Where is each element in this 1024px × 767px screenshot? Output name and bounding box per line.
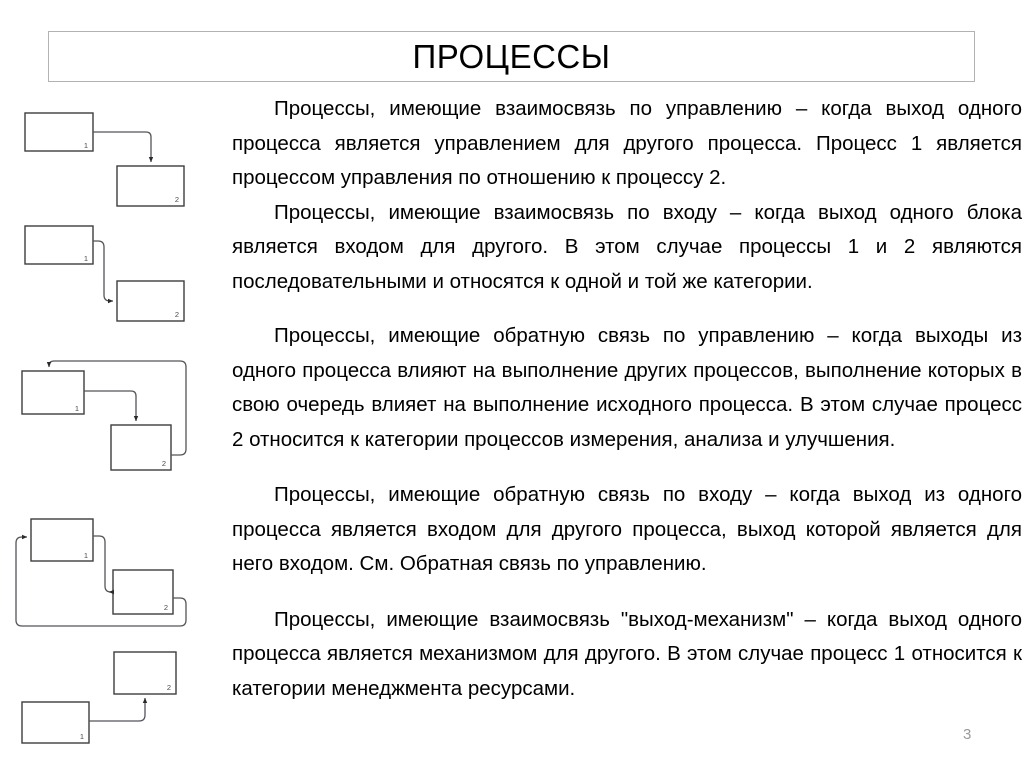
- diagram2-box-1-label: 1: [83, 254, 88, 263]
- diagram4-connector-1-to-2: [93, 536, 111, 592]
- diagram-input-link: [25, 226, 184, 321]
- diagram2-box-2-label: 2: [174, 310, 179, 319]
- diagrams-svg: [0, 0, 230, 767]
- paragraph-control-link: Процессы, имеющие взаимосвязь по управлению – когда выход одного процесса является управлением для другого процесса. Процесс 1 является процессом управления по отношению к процессу 2.: [232, 97, 1022, 189]
- diagram3-box-1-label: 1: [74, 404, 79, 413]
- page-title: ПРОЦЕССЫ: [412, 38, 611, 75]
- diagram-control-feedback: [22, 361, 186, 470]
- diagram5-box-1-label: 1: [79, 732, 84, 741]
- paragraph-input-link: Процессы, имеющие взаимосвязь по входу – когда выход одного блока является входом для другого. В этом случае процессы 1 и 2 являются последовательными и относятся к одной и той же категории.: [232, 200, 1022, 293]
- diagram-input-feedback: [16, 519, 186, 626]
- diagram2-box-1: [25, 226, 93, 264]
- process-diagrams-column: [0, 0, 230, 767]
- paragraph-input-feedback: Процессы, имеющие обратную связь по входу – когда выход из одного процесса является входом для другого процесса, выход которой является для него входом. См. Обратная связь по управлению.: [232, 483, 1022, 575]
- diagram3-connector-1-to-2: [84, 391, 136, 421]
- diagram1-box-1: [25, 113, 93, 151]
- diagram1-connector-1-to-2: [93, 132, 151, 162]
- body-text-column: [232, 92, 1022, 706]
- diagram1-box-2-label: 2: [174, 195, 179, 204]
- paragraph-output-mechanism: Процессы, имеющие взаимосвязь "выход-механизм" – когда выход одного процесса является механизмом для другого. В этом случае процесс 1 относится к категории менеджмента ресурсами.: [232, 607, 1022, 700]
- diagram-output-mechanism: [22, 652, 176, 743]
- diagram4-box-1-label: 1: [83, 551, 88, 560]
- diagram5-box-2-label: 2: [166, 683, 171, 692]
- diagram5-connector-1-to-2: [89, 698, 145, 721]
- diagram4-box-2-label: 2: [163, 603, 168, 612]
- diagram2-connector-1-to-2: [93, 241, 113, 301]
- diagram-control-link: [25, 113, 184, 206]
- page-number: 3: [963, 726, 972, 743]
- diagram1-box-1-label: 1: [83, 141, 88, 150]
- diagram3-box-2-label: 2: [161, 459, 166, 468]
- paragraph-control-feedback: Процессы, имеющие обратную связь по управлению – когда выходы из одного процесса влияют на выполнение других процессов, выполнение которых в свою очередь влияет на выполнение исходного процесса. В этом случае процесс 2 относится к категории процессов измерения, анализа и улучшения.: [232, 324, 1022, 451]
